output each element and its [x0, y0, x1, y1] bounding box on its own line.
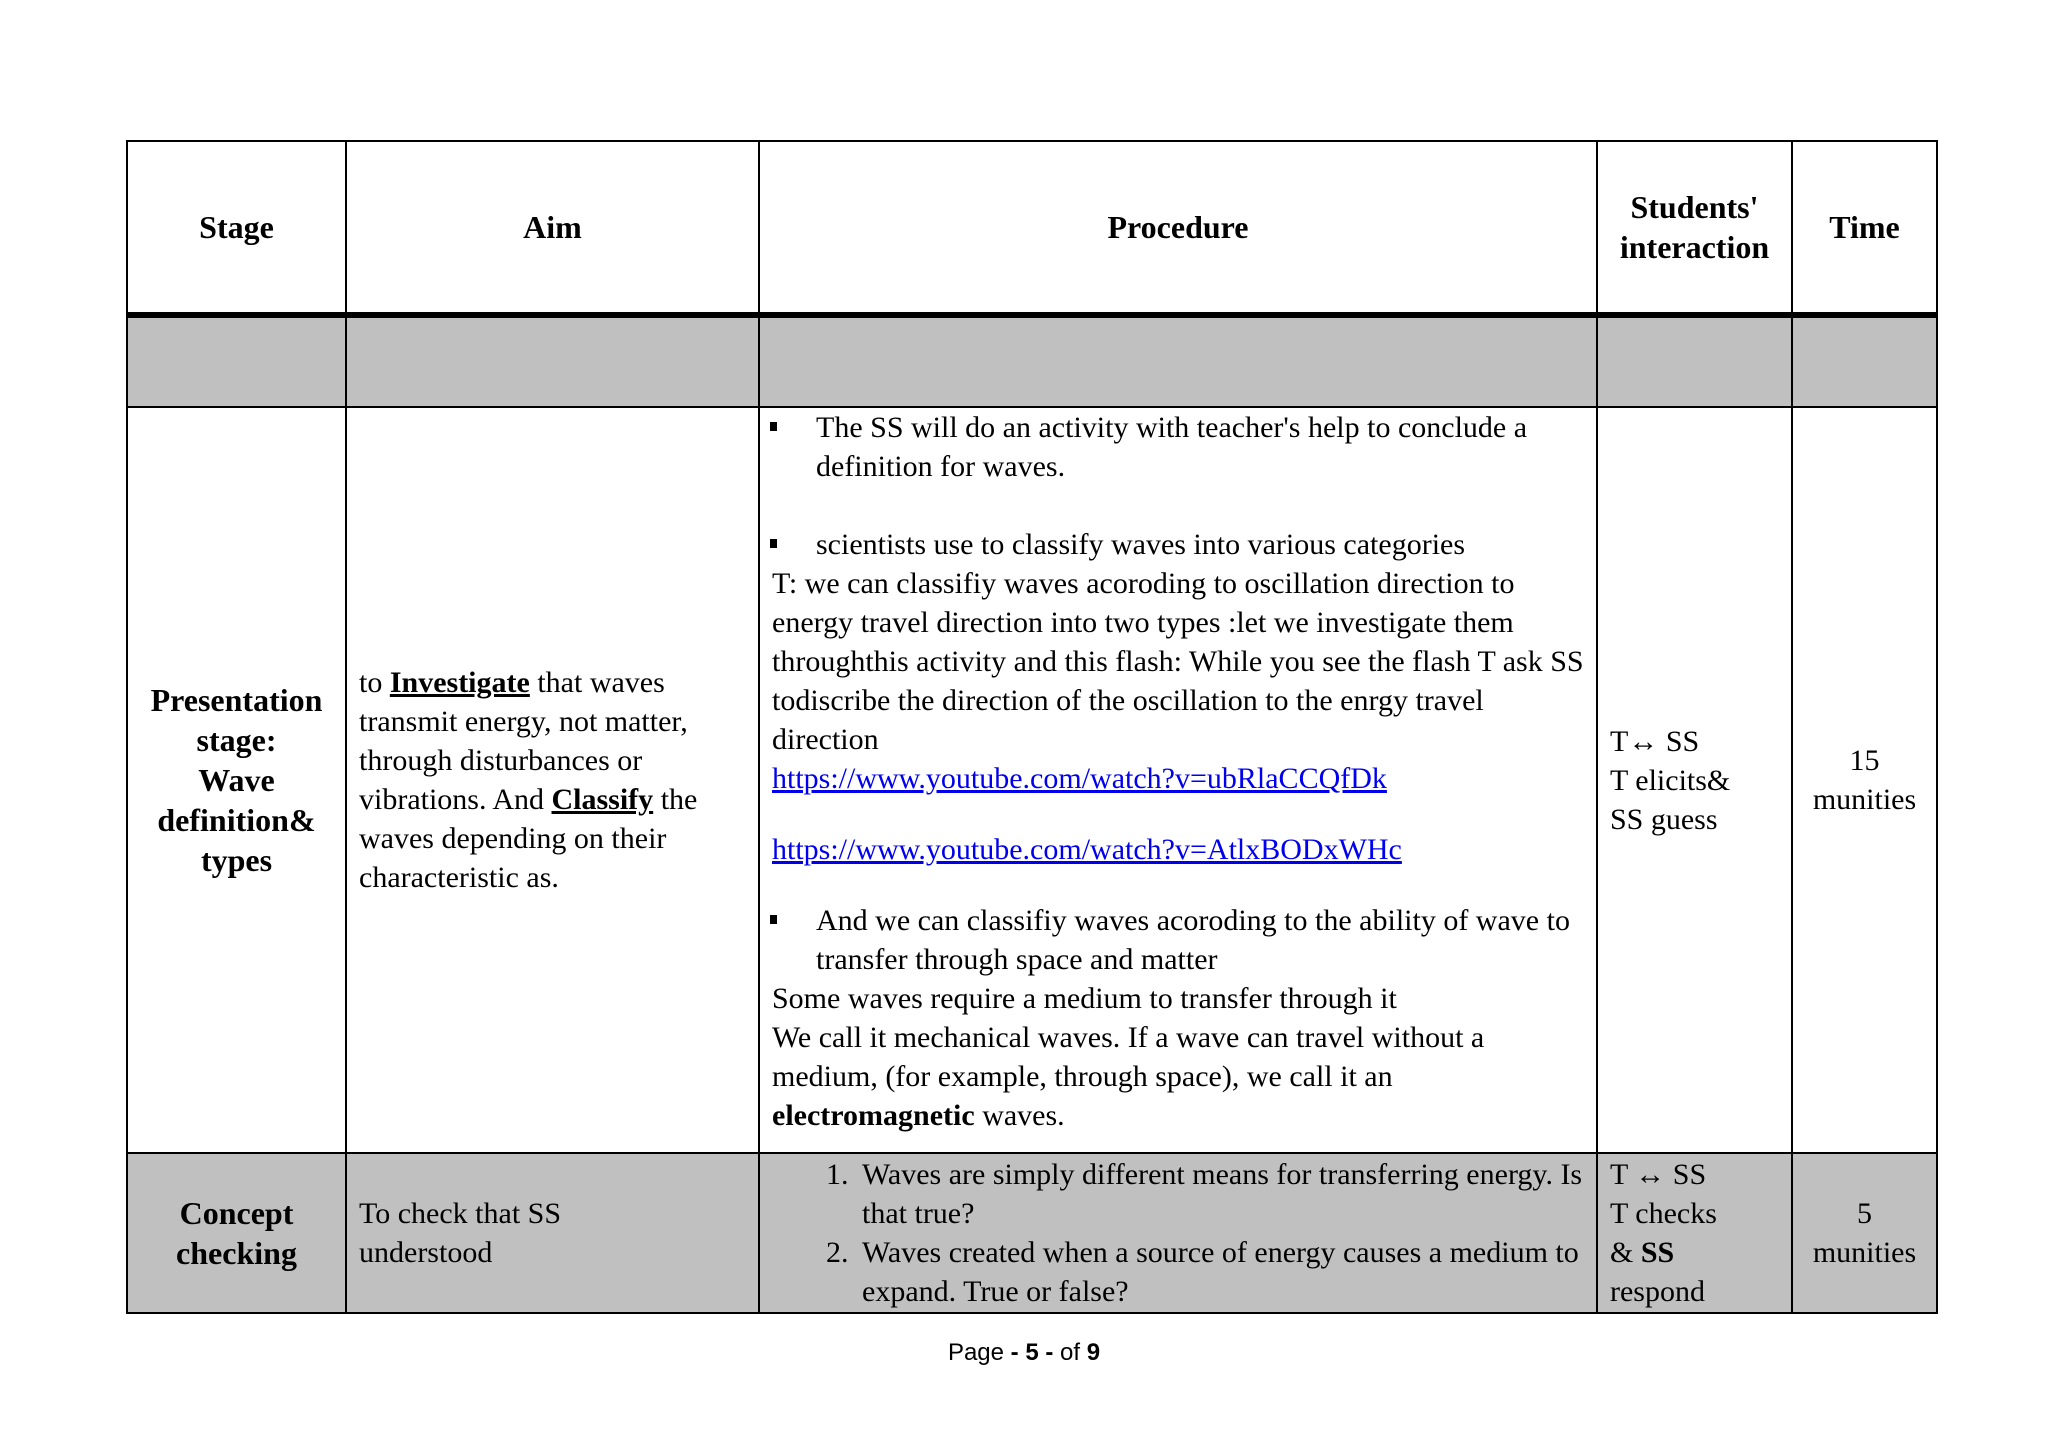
procedure-bullet-text: And we can classifiy waves acoroding to the ability of wave to transfer through space and matter	[816, 904, 1570, 976]
square-bullet-icon	[770, 915, 777, 924]
shaded-spacer-row	[127, 315, 1937, 407]
stage-line: Presentation	[150, 682, 323, 718]
header-interaction	[1597, 141, 1792, 315]
header-interaction-line1: Students'	[1630, 189, 1759, 225]
stage-line: stage:	[196, 722, 277, 758]
spacer-cell	[1597, 315, 1792, 407]
interaction-line: T ↔ SS	[1610, 1158, 1707, 1191]
time-unit: munities	[1812, 1236, 1917, 1269]
presentation-procedure-cell	[759, 407, 1597, 1153]
page-footer	[0, 1339, 2048, 1367]
concept-questions-list	[772, 1155, 1584, 1311]
footer-sep: -	[1004, 1339, 1026, 1366]
interaction-line: T↔ SS	[1610, 724, 1700, 758]
procedure-bullet	[772, 408, 1584, 486]
procedure-text: waves.	[974, 1099, 1065, 1132]
procedure-bullet-text: scientists use to classify waves into various categories	[816, 528, 1466, 561]
video-link-2[interactable]: https://www.youtube.com/watch?v=AtlxBODxWHc	[772, 833, 1402, 866]
stage-line: definition&	[157, 802, 316, 838]
footer-of-label: of	[1060, 1339, 1081, 1366]
stage-line: Concept	[179, 1195, 294, 1231]
header-row	[127, 141, 1937, 315]
concept-checking-row	[127, 1153, 1937, 1313]
interaction-line: &	[1610, 1236, 1641, 1269]
spacer-cell	[1792, 315, 1937, 407]
procedure-keyword-electromagnetic: electromagnetic	[772, 1099, 975, 1132]
footer-sep: -	[1038, 1339, 1061, 1366]
header-time: Time	[1792, 141, 1937, 315]
footer-page-label: Page	[947, 1339, 1004, 1366]
aim-line: To check that SS	[359, 1197, 562, 1230]
presentation-time-cell	[1792, 407, 1937, 1153]
aim-keyword-investigate: Investigate	[389, 666, 530, 699]
interaction-line: T checks	[1610, 1197, 1717, 1230]
aim-keyword-classify: Classify	[551, 783, 654, 816]
procedure-text: We call it mechanical waves. If a wave can travel without a medium, (for example, through space), we call it an	[772, 1021, 1485, 1093]
concept-time-cell	[1792, 1153, 1937, 1313]
stage-line: checking	[176, 1235, 297, 1271]
interaction-ss-bold: SS	[1640, 1236, 1675, 1269]
header-interaction-line2: interaction	[1619, 229, 1770, 265]
concept-question: 2. Waves created when a source of energy causes a medium to expand. True or false?	[856, 1233, 1584, 1311]
concept-question: 1. Waves are simply different means for transferring energy. Is that true?	[856, 1155, 1584, 1233]
time-unit: munities	[1812, 783, 1917, 816]
presentation-stage-cell	[127, 407, 346, 1153]
procedure-bullet	[772, 525, 1584, 564]
time-value: 15	[1849, 744, 1880, 777]
aim-text: the waves depending on their characteristic as.	[359, 783, 698, 894]
interaction-line: T elicits&	[1610, 763, 1731, 797]
video-link-1[interactable]: https://www.youtube.com/watch?v=ubRlaCCQfDk	[772, 762, 1387, 795]
stage-line: types	[200, 842, 273, 878]
square-bullet-icon	[770, 422, 777, 431]
interaction-line: SS guess	[1610, 802, 1718, 836]
procedure-bullet-text: The SS will do an activity with teacher's help to conclude a definition for waves.	[816, 411, 1528, 483]
stage-line: Wave	[198, 762, 275, 798]
aim-text: to	[359, 666, 390, 699]
header-procedure: Procedure	[759, 141, 1597, 315]
time-value: 5	[1857, 1197, 1872, 1230]
presentation-aim-cell	[346, 407, 759, 1153]
interaction-line: respond	[1610, 1275, 1705, 1308]
footer-page-number: 5	[1025, 1339, 1039, 1366]
concept-interaction-cell	[1597, 1153, 1792, 1313]
spacer-cell	[127, 315, 346, 407]
spacer-cell	[759, 315, 1597, 407]
procedure-bullet	[772, 901, 1584, 979]
procedure-paragraph	[772, 1018, 1584, 1135]
presentation-row	[127, 407, 1937, 1153]
aim-line: understood	[359, 1236, 493, 1269]
concept-stage-cell	[127, 1153, 346, 1313]
header-stage: Stage	[127, 141, 346, 315]
presentation-interaction-cell	[1597, 407, 1792, 1153]
lesson-plan-table	[126, 140, 1938, 1314]
procedure-paragraph: T: we can classifiy waves acoroding to oscillation direction to energy travel direction into two types :let we investigate them throughthis activity and this flash: While you see the flash T ask SS todiscribe the direction of the oscillation to the enrgy travel direction	[772, 567, 1584, 756]
aim-text: that waves transmit energy, not matter, through disturbances or vibrations. And	[359, 666, 688, 816]
square-bullet-icon	[770, 539, 777, 548]
footer-total-pages: 9	[1086, 1339, 1101, 1366]
procedure-paragraph: Some waves require a medium to transfer through it	[772, 982, 1397, 1015]
concept-procedure-cell	[759, 1153, 1597, 1313]
spacer-cell	[346, 315, 759, 407]
concept-aim-cell	[346, 1153, 759, 1313]
header-aim: Aim	[346, 141, 759, 315]
